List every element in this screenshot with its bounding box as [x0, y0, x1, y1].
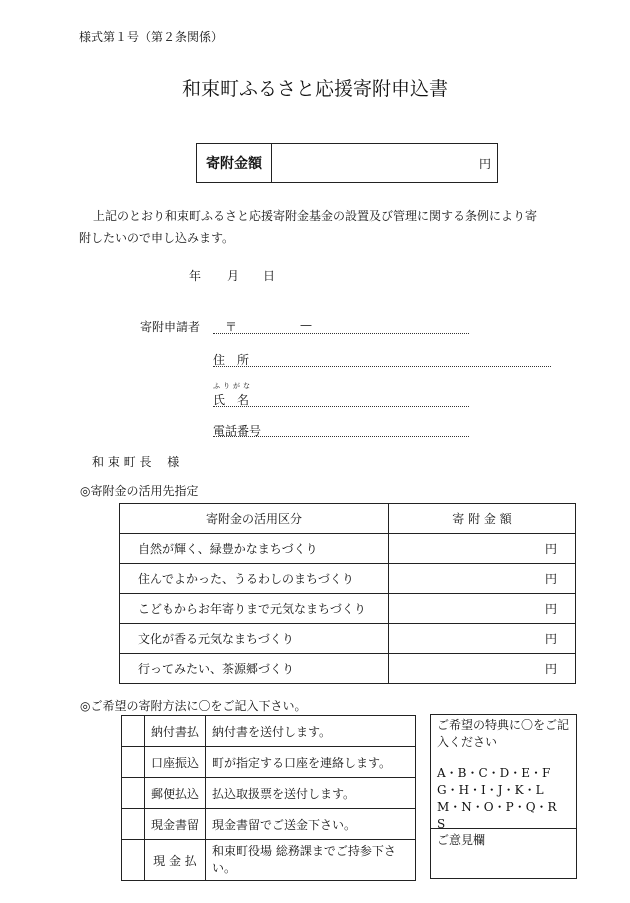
name-line[interactable]	[213, 406, 469, 407]
table-row	[122, 747, 416, 778]
usage-category: 行ってみたい、茶源郷づくり	[120, 654, 389, 684]
total-amount-field[interactable]	[272, 144, 498, 183]
usage-category: 文化が香る元気なまちづくり	[120, 624, 389, 654]
benefit-option-row: S	[437, 817, 446, 831]
usage-header-category: 寄附金の活用区分	[120, 504, 389, 534]
table-row	[120, 534, 576, 564]
address-line[interactable]	[213, 366, 551, 367]
table-row	[122, 778, 416, 809]
usage-amount-unit: 円	[544, 572, 557, 586]
method-desc: 現金書留でご送金下さい。	[206, 809, 416, 840]
usage-amount-field[interactable]	[389, 624, 576, 654]
usage-amount-field[interactable]	[389, 564, 576, 594]
phone-line[interactable]	[213, 436, 469, 437]
benefit-options[interactable]	[437, 765, 557, 833]
method-desc: 町が指定する口座を連絡します。	[206, 747, 416, 778]
method-name: 現 金 払	[145, 840, 206, 881]
total-amount-unit: 円	[478, 156, 491, 171]
usage-amount-unit: 円	[544, 632, 557, 646]
usage-table	[119, 503, 576, 684]
total-amount-label: 寄附金額	[197, 144, 272, 183]
method-check-cell[interactable]	[122, 716, 145, 747]
benefit-divider	[431, 828, 576, 829]
table-row	[120, 654, 576, 684]
method-name: 口座振込	[145, 747, 206, 778]
usage-amount-unit: 円	[544, 602, 557, 616]
name-label: 氏 名	[213, 393, 250, 407]
method-desc: 和束町役場 総務課までご持参下さい。	[206, 840, 416, 881]
postal-dash: —	[300, 318, 312, 332]
opinion-field[interactable]	[431, 847, 576, 877]
method-section-title: ◎ご希望の寄附方法に〇をご記入下さい。	[80, 699, 307, 713]
usage-amount-unit: 円	[544, 662, 557, 676]
usage-category: こどもからお年寄りまで元気なまちづくり	[120, 594, 389, 624]
table-row	[122, 840, 416, 881]
method-name: 納付書払	[145, 716, 206, 747]
table-row	[120, 624, 576, 654]
usage-category: 住んでよかった、うるわしのまちづくり	[120, 564, 389, 594]
benefit-option-row: M・N・O・P・Q・R	[437, 800, 557, 814]
usage-header-amount: 寄 附 金 額	[389, 504, 576, 534]
table-row	[120, 564, 576, 594]
form-number: 様式第１号（第２条関係）	[79, 30, 224, 44]
applicant-label: 寄附申請者	[140, 320, 201, 334]
postal-code-line[interactable]	[213, 333, 469, 334]
method-desc: 払込取扱票を送付します。	[206, 778, 416, 809]
method-check-cell[interactable]	[122, 809, 145, 840]
addressee: 和 束 町 長 様	[92, 455, 180, 469]
date-day: 日	[263, 269, 276, 283]
method-check-cell[interactable]	[122, 840, 145, 881]
benefit-option-row: A・B・C・D・E・F	[437, 766, 551, 780]
method-table	[121, 715, 416, 881]
furigana-label: ふりがな	[213, 382, 253, 390]
usage-amount-unit: 円	[544, 542, 557, 556]
method-name: 郵便払込	[145, 778, 206, 809]
date-year: 年	[189, 269, 202, 283]
postal-mark: 〒	[225, 320, 238, 334]
benefit-option-row: G・H・I・J・K・L	[437, 783, 544, 797]
usage-amount-field[interactable]	[389, 594, 576, 624]
usage-category: 自然が輝く、緑豊かなまちづくり	[120, 534, 389, 564]
opinion-label: ご意見欄	[437, 833, 486, 847]
method-desc: 納付書を送付します。	[206, 716, 416, 747]
statement-line-1: 上記のとおり和束町ふるさと応援寄附金基金の設置及び管理に関する条例により寄	[93, 209, 538, 223]
total-amount-box	[196, 143, 498, 183]
phone-label: 電話番号	[213, 424, 262, 438]
table-row	[120, 594, 576, 624]
method-check-cell[interactable]	[122, 778, 145, 809]
usage-amount-field[interactable]	[389, 654, 576, 684]
method-check-cell[interactable]	[122, 747, 145, 778]
page-title: 和束町ふるさと応援寄附申込書	[181, 78, 448, 100]
benefit-box	[430, 714, 577, 879]
date-month: 月	[227, 269, 240, 283]
usage-amount-field[interactable]	[389, 534, 576, 564]
address-label: 住 所	[213, 353, 250, 367]
statement-line-2: 附したいので申し込みます。	[79, 231, 235, 245]
table-row	[122, 716, 416, 747]
table-row	[122, 809, 416, 840]
usage-section-title: ◎寄附金の活用先指定	[80, 484, 199, 498]
benefit-prompt: ご希望の特典に〇をご記入ください	[437, 718, 570, 749]
method-name: 現金書留	[145, 809, 206, 840]
